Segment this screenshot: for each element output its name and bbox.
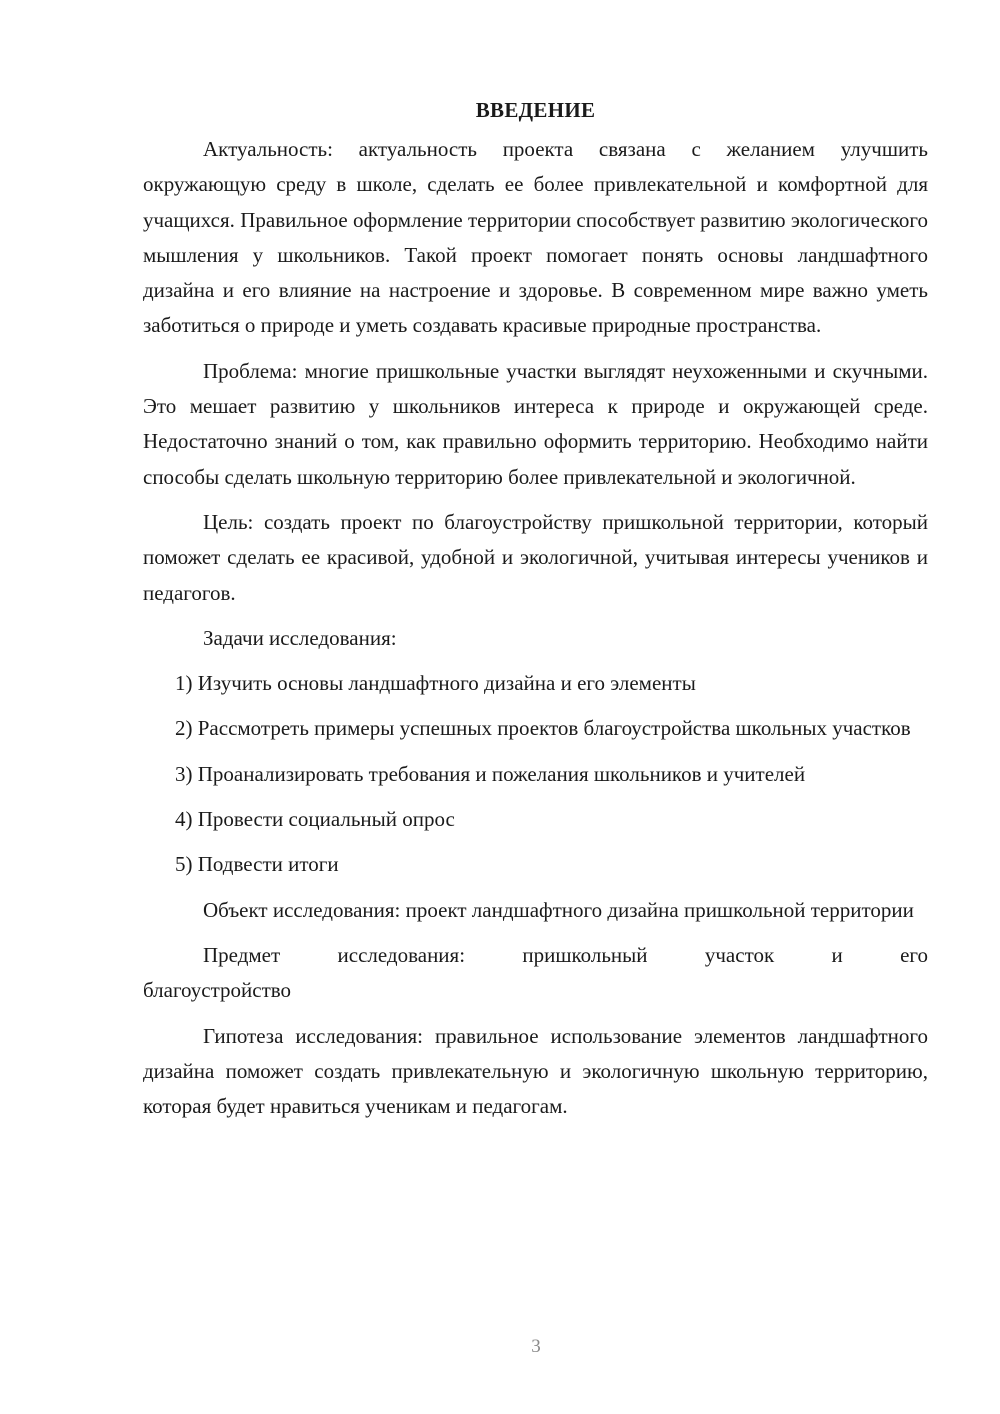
document-page [143, 96, 928, 1134]
task-item-5: 5) Подвести итоги [175, 852, 339, 877]
paragraph-subject-line-1: Предмет исследования: пришкольный участок и его [203, 942, 928, 967]
paragraph-hypothesis: Гипотеза исследования: правильное использование элементов ландшафтного дизайна поможет создать привлекательную и экологичную школьную территорию, которая будет нравиться ученикам и педагогам. [143, 1023, 928, 1119]
task-item-4: 4) Провести социальный опрос [175, 807, 455, 832]
paragraph-subject [143, 938, 928, 1009]
paragraph-object: Объект исследования: проект ландшафтного дизайна пришкольной территории [203, 897, 914, 922]
paragraph-problem: Проблема: многие пришкольные участки выглядят неухоженными и скучными. Это мешает развитию у школьников интереса к природе и окружающей среде. Недостаточно знаний о том, как правильно оформить территорию. Необходимо найти способы сделать школьную территорию более привлекательной и экологичной. [143, 358, 928, 489]
paragraph-relevance: Актуальность: актуальность проекта связана с желанием улучшить окружающую среду в школе, сделать ее более привлекательной и комфортной для учащихся. Правильное оформление территории способствует развитию экологического мышления у школьников. Такой проект помогает понять основы ландшафтного дизайна и его влияние на настроение и здоровье. В современном мире важно уметь заботиться о природе и уметь создавать красивые природные пространства. [143, 137, 928, 338]
paragraph-goal: Цель: создать проект по благоустройству пришкольной территории, который поможет сделать ее красивой, удобной и экологичной, учитывая интересы учеников и педагогов. [143, 509, 928, 605]
page-number: 3 [531, 1336, 541, 1357]
task-item-2: 2) Рассмотреть примеры успешных проектов благоустройства школьных участков [175, 716, 911, 741]
task-item-1: 1) Изучить основы ландшафтного дизайна и его элементы [175, 671, 696, 696]
tasks-heading: Задачи исследования: [203, 625, 397, 650]
paragraph-subject-line-2: благоустройство [143, 978, 292, 1003]
task-item-3: 3) Проанализировать требования и пожелания школьников и учителей [175, 761, 806, 786]
section-title: ВВЕДЕНИЕ [475, 98, 596, 122]
